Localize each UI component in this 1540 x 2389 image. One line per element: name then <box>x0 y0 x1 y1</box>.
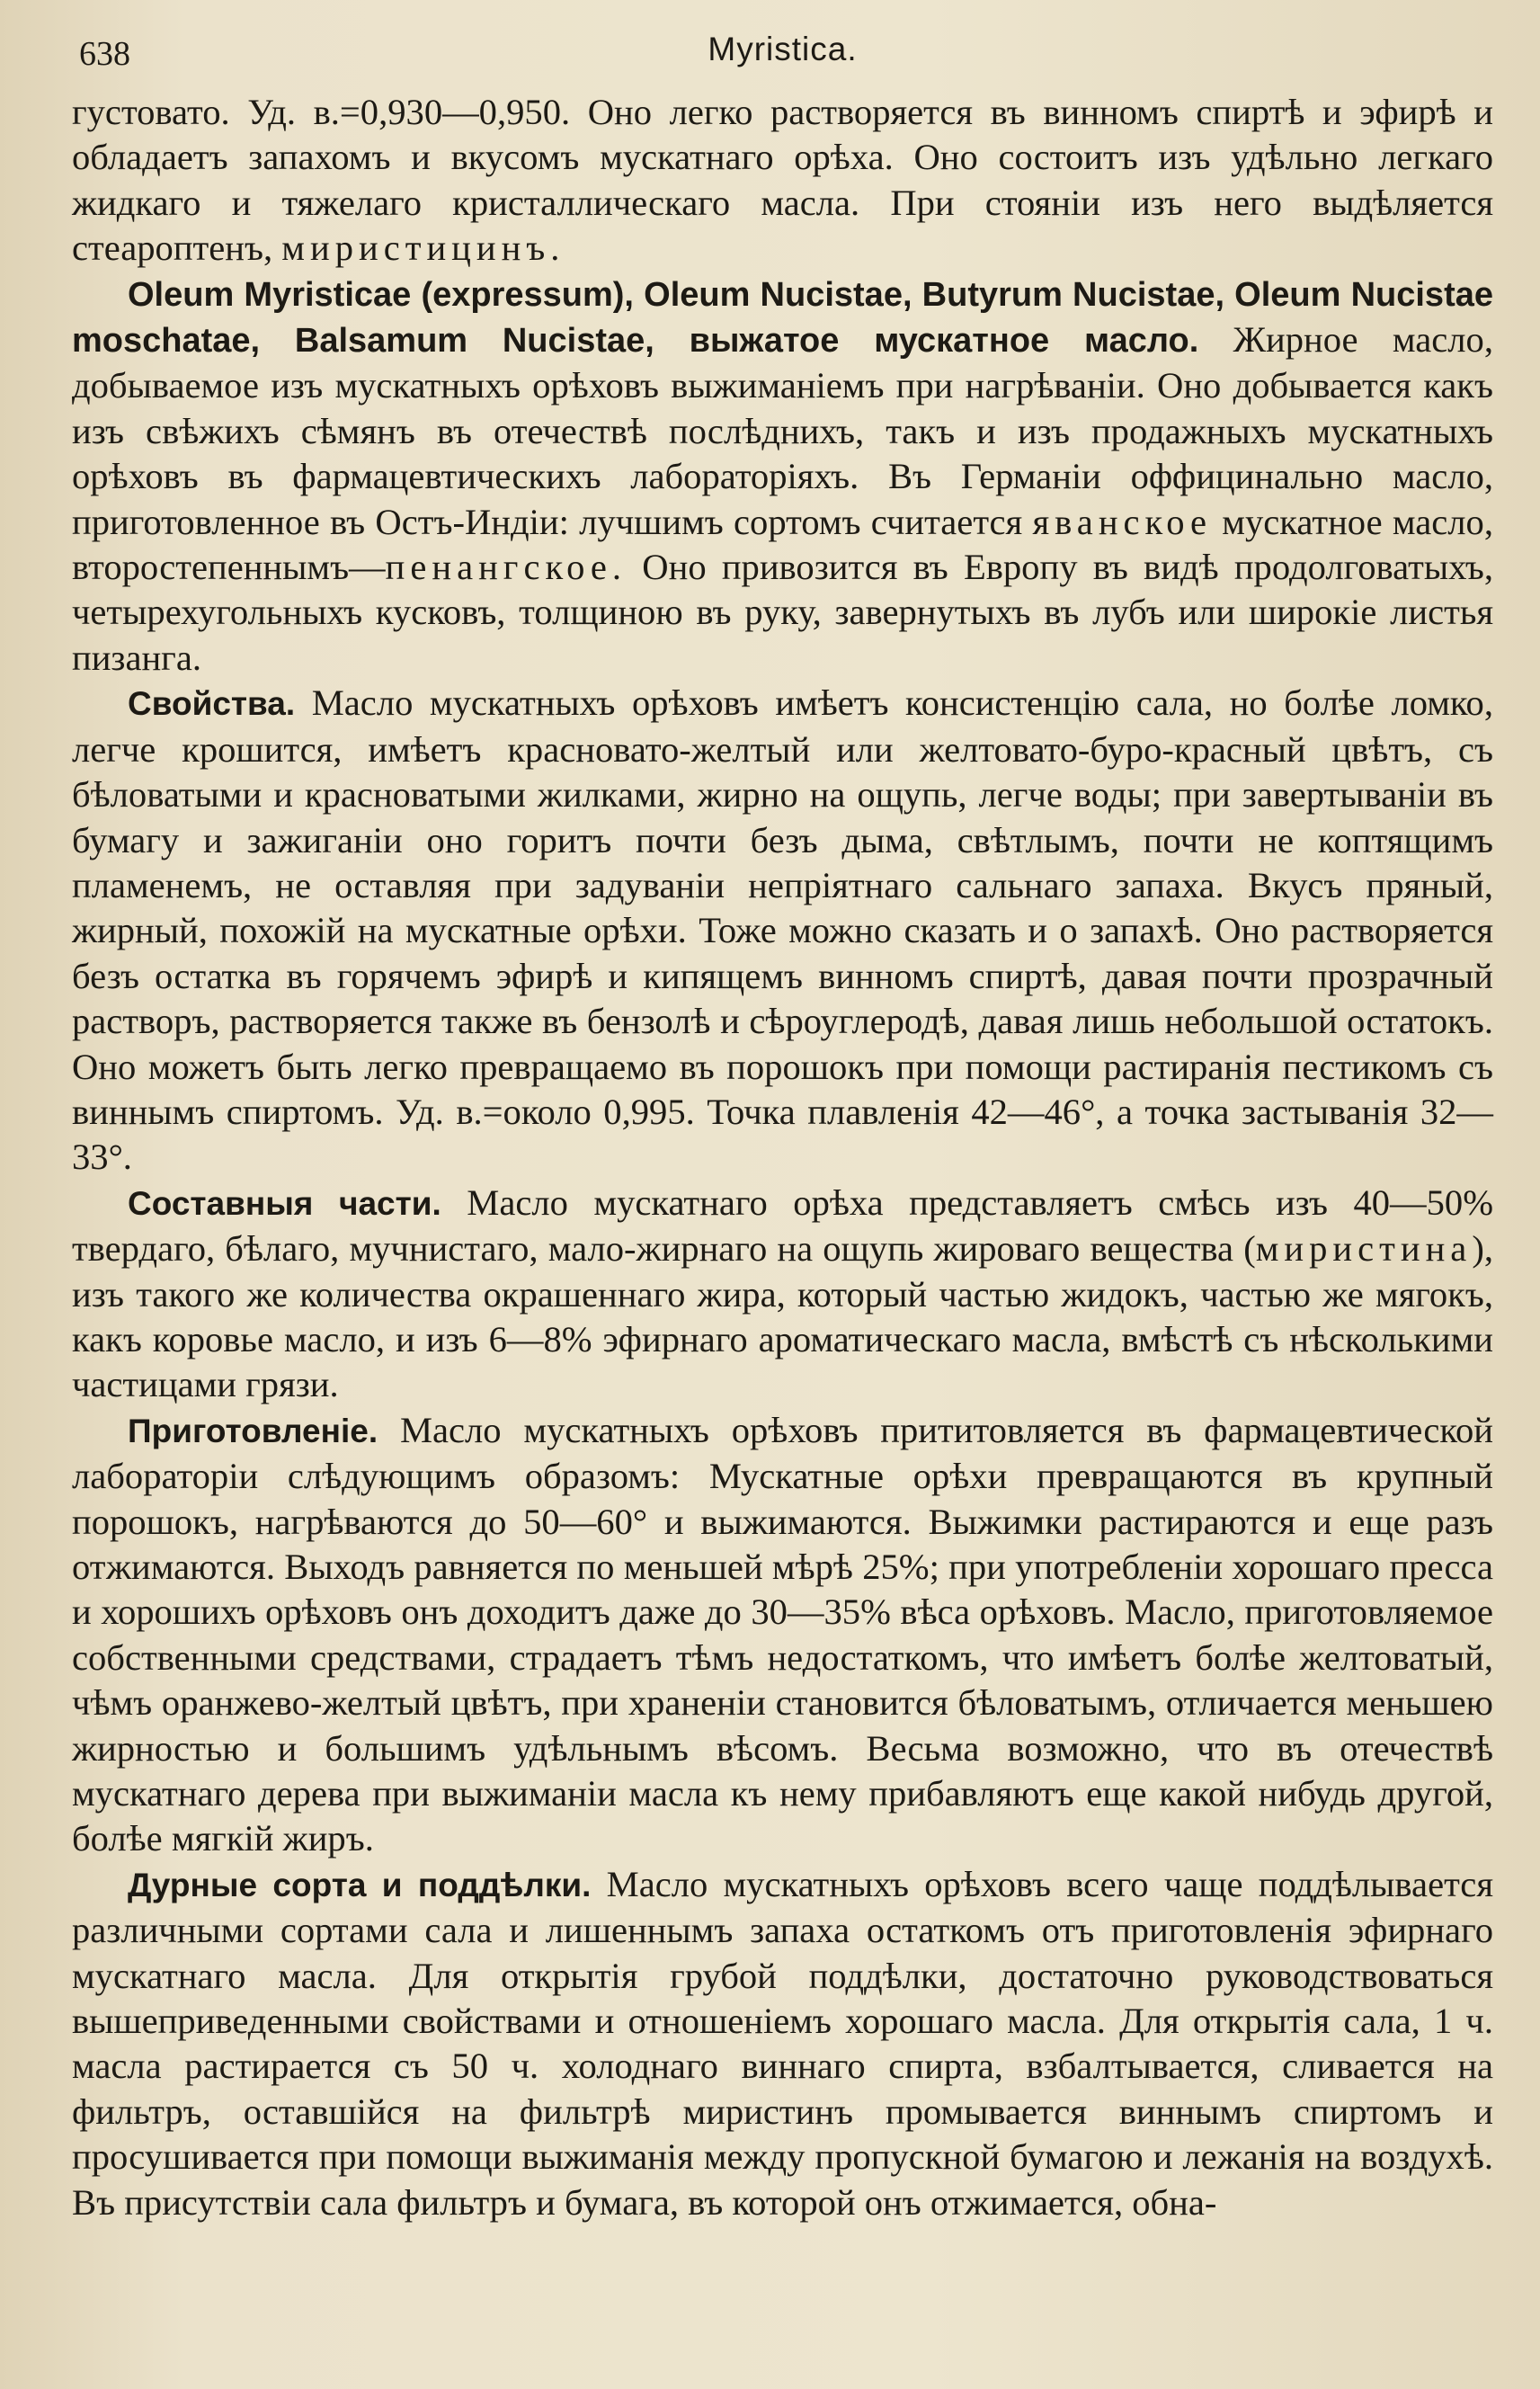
paragraph-preparation <box>72 1408 1493 1862</box>
latin-heading: Oleum Myristicae (expressum), Oleum Nucistae, Butyrum Nucistae, Oleum Nucistae moschatae, Balsamum Nucistae, выжатое мускатное масло. <box>72 275 1493 361</box>
paragraph-text: Масло мускатныхъ орѣховъ всего чаще поддѣлывается различными сортами сала и лишеннымъ запаха остаткомъ отъ приготовленія эфирнаго мускатнаго масла. Для открытія грубой поддѣлки, достаточно руководствоваться вышеприведенными свойствами и отношеніемъ хорошаго масла. Для открытія сала, 1 ч. масла растирается съ 50 ч. холоднаго виннаго спирта, взбалтывается, сливается на фильтръ, оставшійся на фильтрѣ миристинъ промывается виннымъ спиртомъ и просушивается при помощи выжиманія между пропускной бумагою и лежанія на воздухѣ. Въ присутствіи сала фильтръ и бумага, въ которой онъ отжимается, обна- <box>72 1863 1493 2223</box>
emphasized-term: пенангское. <box>385 547 628 588</box>
section-heading: Свойства. <box>128 685 296 723</box>
emphasized-term: яванское <box>1032 501 1212 542</box>
paragraph-text: Масло мускатныхъ орѣховъ прититовляется въ фармацевтической лабораторіи слѣдующимъ образомъ: Мускатные орѣхи превращаются въ крупный порошокъ, нагрѣваются до 50—60° и выжимаются. Выжимки растираются и еще разъ отжимаются. Выходъ равняется по меньшей мѣрѣ 25%; при употребленіи хорошаго пресса и хорошихъ орѣховъ онъ доходитъ даже до 30—35% вѣса орѣховъ. Масло, приготовляемое собственными средствами, страдаетъ тѣмъ недостаткомъ, что имѣетъ болѣе желтоватый, чѣмъ оранжево-желтый цвѣтъ, при храненіи становится бѣловатымъ, отличается меньшею жирностью и большимъ удѣльнымъ вѣсомъ. Весьма возможно, что въ отечествѣ мускатнаго дерева при выжиманіи масла къ нему прибавляютъ еще какой нибудь другой, болѣе мягкій жиръ. <box>72 1409 1493 1859</box>
paragraph-text: Масло мускатныхъ орѣховъ имѣетъ консистенцію сала, но болѣе ломко, легче крошится, имѣетъ красновато-желтый или желтовато-буро-красный цвѣтъ, съ бѣловатыми и красноватыми жилками, жирно на ощупь, легче воды; при завертываніи въ бумагу и зажиганіи оно горитъ почти безъ дыма, свѣтлымъ, почти не коптящимъ пламенемъ, не оставляя при задуваніи непріятнаго сальнаго запаха. Вкусъ пряный, жирный, похожій на мускатные орѣхи. Тоже можно сказать и о запахѣ. Оно растворяется безъ остатка въ горячемъ эфирѣ и кипящемъ винномъ спиртѣ, давая почти прозрачный растворъ, растворяется также въ бензолѣ и сѣроуглеродѣ, давая лишь небольшой остатокъ. Оно можетъ быть легко превращаемо въ порошокъ при помощи растиранія пестикомъ съ виннымъ спиртомъ. Уд. в.=около 0,995. Точка плавленія 42—46°, а точка застыванія 32—33°. <box>72 682 1493 1178</box>
paragraph-oleum-myristicae <box>72 272 1493 682</box>
paragraph-text: ), изъ такого же количества окрашеннаго жира, который частью жидокъ, частью же мягокъ, какъ коровье масло, и изъ 6—8% эфирнаго ароматическаго масла, вмѣстѣ съ нѣсколькими частицами грязи. <box>72 1228 1493 1405</box>
paragraph-text: Оно привозится въ Европу въ видѣ продолговатыхъ, четырехугольныхъ кусковъ, толщиною въ руку, завернутыхъ въ лубъ или широкіе листья пизанга. <box>72 547 1493 678</box>
emphasized-term: миристина <box>1255 1228 1473 1270</box>
paragraph-text: густовато. Уд. в.=0,930—0,950. Оно легко растворяется въ винномъ спиртѣ и эфирѣ и обладаетъ запахомъ и вкусомъ мускатнаго орѣха. Оно состоитъ изъ удѣльно легкаго жидкаго и тяжелаго кристаллическаго масла. При стояніи изъ него выдѣляется стеароптенъ, <box>72 92 1493 269</box>
running-head: Myristica. <box>708 31 858 67</box>
paragraph-text: Жирное масло, добываемое изъ мускатныхъ орѣховъ выжиманіемъ при нагрѣваніи. Оно добывается какъ изъ свѣжихъ сѣмянъ въ отечествѣ послѣднихъ, такъ и изъ продажныхъ мускатныхъ орѣховъ въ фармацевтическихъ лабораторіяхъ. Въ Германіи оффицинально масло, приготовленное въ Остъ-Индіи: лучшимъ сортомъ считается <box>72 319 1493 542</box>
paragraph-text: мускатное масло, второстепеннымъ— <box>72 501 1493 588</box>
page-header <box>72 25 1493 90</box>
paragraph-text: Масло мускатнаго орѣха представляетъ смѣсь изъ 40—50% твердаго, бѣлаго, мучнистаго, мало-жирнаго на ощупь жироваго вещества ( <box>72 1181 1494 1270</box>
emphasized-term: миристицинъ. <box>281 227 565 269</box>
paragraph-continuation <box>72 90 1493 272</box>
page-number: 638 <box>79 35 130 73</box>
section-heading: Составныя части. <box>128 1184 441 1222</box>
section-heading: Дурные сорта и поддѣлки. <box>128 1866 592 1903</box>
paragraph-components <box>72 1181 1493 1408</box>
body-text <box>72 90 1493 2225</box>
section-heading: Приготовленіе. <box>128 1412 378 1449</box>
paragraph-properties <box>72 681 1493 1180</box>
paragraph-adulterations <box>72 1862 1493 2225</box>
